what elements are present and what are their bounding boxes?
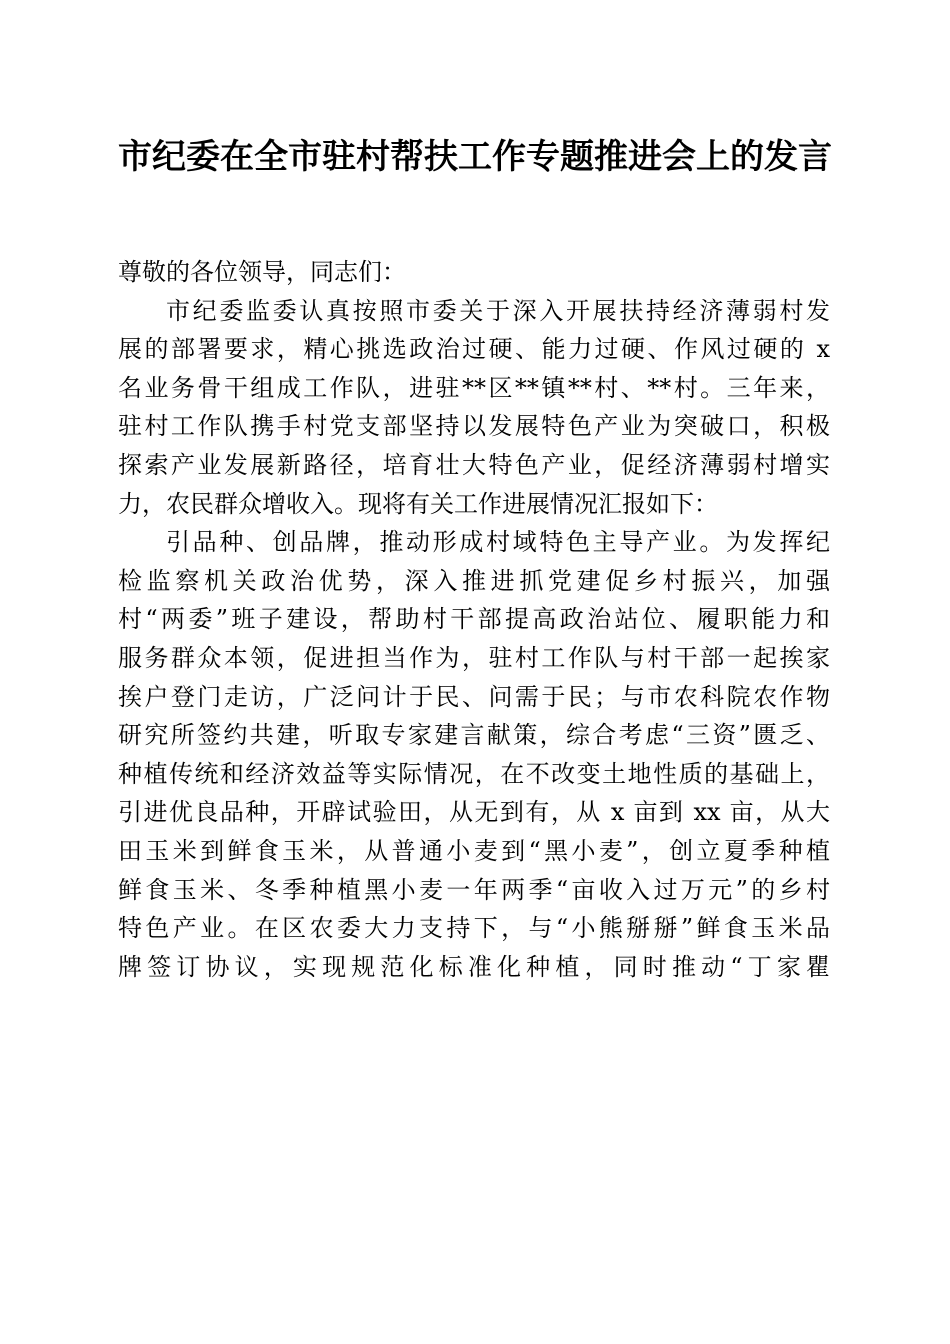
paragraph-line: 名业务骨干组成工作队，进驻**区**镇**村、**村。三年来， <box>118 373 830 402</box>
paragraph-line: 特色产业。在区农委大力支持下，与“小熊掰掰”鲜食玉米品 <box>118 914 830 943</box>
paragraph-line: 田玉米到鲜食玉米，从普通小麦到“黑小麦”，创立夏季种植 <box>118 836 830 865</box>
paragraph-line: 村“两委”班子建设，帮助村干部提高政治站位、履职能力和 <box>118 605 830 634</box>
paragraph-line: 检监察机关政治优势，深入推进抓党建促乡村振兴，加强 <box>118 566 830 595</box>
document-body <box>118 253 830 986</box>
paragraph-line: 鲜食玉米、冬季种植黑小麦一年两季“亩收入过万元”的乡村 <box>118 875 830 904</box>
paragraph-line: 服务群众本领，促进担当作为，驻村工作队与村干部一起挨家 <box>118 643 830 672</box>
paragraph-line: 引品种、创品牌，推动形成村域特色主导产业。为发挥纪 <box>166 528 830 557</box>
document-title: 市纪委在全市驻村帮扶工作专题推进会上的发言 <box>118 137 832 177</box>
paragraph-line: 牌签订协议，实现规范化标准化种植，同时推动“丁家瞿 <box>118 952 830 981</box>
paragraph-line: 探索产业发展新路径，培育壮大特色产业，促经济薄弱村增实 <box>118 450 830 479</box>
paragraph-line: 研究所签约共建，听取专家建言献策，综合考虑“三资”匮乏、 <box>118 721 830 750</box>
paragraph-line: 引进优良品种，开辟试验田，从无到有，从 x 亩到 xx 亩，从大 <box>118 798 830 827</box>
paragraph-line: 展的部署要求，精心挑选政治过硬、能力过硬、作风过硬的 x <box>118 335 830 364</box>
paragraph-line: 驻村工作队携手村党支部坚持以发展特色产业为突破口，积极 <box>118 412 830 441</box>
paragraph-line: 市纪委监委认真按照市委关于深入开展扶持经济薄弱村发 <box>166 296 830 325</box>
paragraph-line: 力，农民群众增收入。现将有关工作进展情况汇报如下： <box>118 489 718 518</box>
salutation: 尊敬的各位领导，同志们： <box>118 258 406 286</box>
paragraph-line: 挨户登门走访，广泛问计于民、问需于民；与市农科院农作物 <box>118 682 830 711</box>
paragraph-line: 种植传统和经济效益等实际情况，在不改变土地性质的基础上， <box>118 759 830 788</box>
